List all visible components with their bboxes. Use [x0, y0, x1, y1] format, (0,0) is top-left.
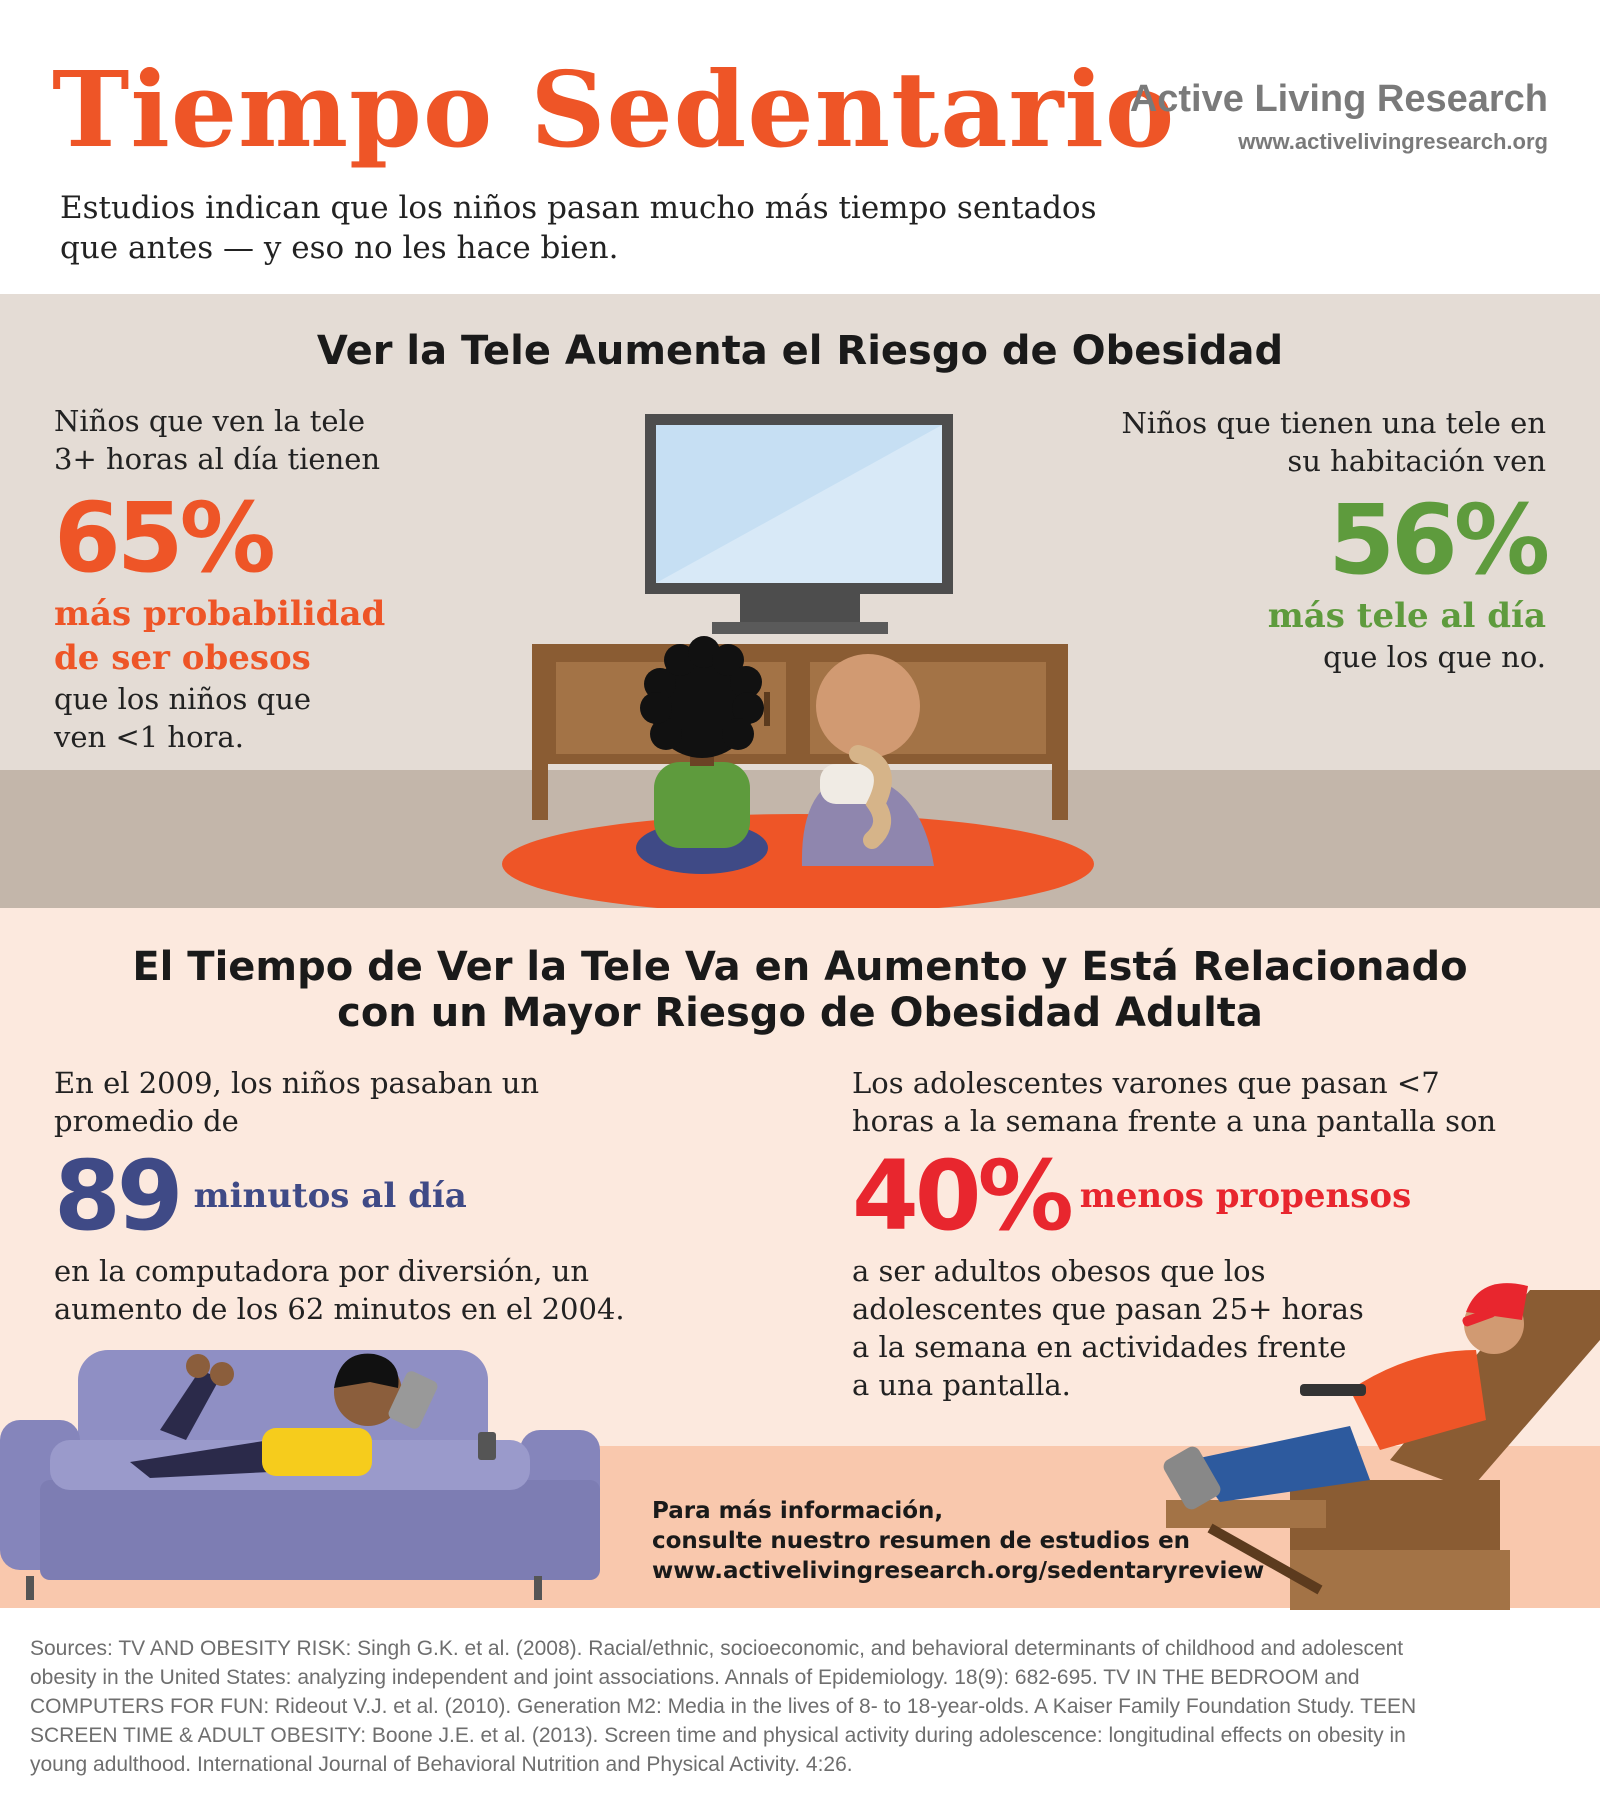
stat-text: su habitación ven: [1287, 444, 1546, 478]
stat-text: a la semana en actividades frente: [852, 1330, 1347, 1364]
stat-subhead: más tele al día: [1267, 596, 1546, 636]
tv-icon: [645, 414, 953, 634]
stat-computer-minutes: [54, 1064, 734, 1328]
brand-name: Active Living Research: [1129, 78, 1548, 120]
stat-text: en la computadora por diversión, un: [54, 1254, 590, 1288]
stat-text: adolescentes que pasan 25+ horas: [852, 1292, 1364, 1326]
stat-text: a ser adultos obesos que los: [852, 1254, 1266, 1288]
stat-number-89: 89: [54, 1140, 180, 1252]
rug: [502, 814, 1094, 908]
stat-number-40: 40%: [852, 1140, 1070, 1252]
tv-section-heading: Ver la Tele Aumenta el Riesgo de Obesidad: [316, 328, 1284, 374]
stat-text: Los adolescentes varones que pasan <7: [852, 1066, 1440, 1100]
stat-text: a una pantalla.: [852, 1368, 1071, 1402]
more-info-link[interactable]: www.activelivingresearch.org/sedentaryreview: [652, 1558, 1265, 1584]
sources-line: obesity in the United States: analyzing independent and joint associations. Annals of Epidemiology. 18(9): 682-695. TV IN THE BEDROOM and: [30, 1666, 1360, 1689]
more-info-line: consulte nuestro resumen de estudios en: [652, 1528, 1191, 1554]
stat-number-row: [852, 1140, 1552, 1252]
stat-text: Niños que ven la tele: [54, 404, 365, 438]
intro-line: que antes — y eso no les hace bien.: [60, 230, 619, 266]
stat-subhead: de ser obesos: [54, 638, 311, 678]
stat-text: 3+ horas al día tienen: [54, 442, 381, 476]
stat-number-56: 56%: [1328, 484, 1546, 596]
heading-line: con un Mayor Riesgo de Obesidad Adulta: [337, 990, 1263, 1036]
stat-tv-hours: [54, 402, 474, 756]
screen-time-heading: [0, 944, 1600, 1036]
more-info-line: Para más información,: [652, 1498, 944, 1524]
brand-url[interactable]: www.activelivingresearch.org: [1238, 129, 1548, 154]
more-info: [652, 1496, 1264, 1586]
sources-line: Sources: TV AND OBESITY RISK: Singh G.K. et al. (2008). Racial/ethnic, socioeconomic, and behavioral determinants of childhood and adolescent: [30, 1637, 1404, 1660]
stat-text: En el 2009, los niños pasaban un: [54, 1066, 540, 1100]
couch-illustration: [0, 1330, 620, 1610]
intro-text: [60, 188, 1240, 268]
stat-subhead: más probabilidad: [54, 594, 386, 634]
intro-line: Estudios indican que los niños pasan mucho más tiempo sentados: [60, 190, 1097, 226]
tv-cabinet: [532, 644, 1068, 820]
stat-text: aumento de los 62 minutos en el 2004.: [54, 1292, 625, 1326]
stat-teen-screen-time: [852, 1064, 1552, 1404]
stat-tv-bedroom: [1046, 404, 1546, 676]
stat-text: horas a la semana frente a una pantalla son: [852, 1104, 1497, 1138]
stat-text: que los niños que: [54, 682, 312, 716]
stat-number-row: [54, 1140, 734, 1252]
stat-text: Niños que tienen una tele en: [1121, 406, 1546, 440]
sources: [30, 1634, 1570, 1779]
stat-number-65: 65%: [54, 482, 272, 594]
sources-line: young adulthood. International Journal of Behavioral Nutrition and Physical Activity. 4:26.: [30, 1753, 853, 1776]
stat-text: ven <1 hora.: [54, 720, 244, 754]
stat-subhead: minutos al día: [193, 1176, 467, 1216]
page-title: Tiempo Sedentario: [52, 48, 1176, 171]
sources-line: SCREEN TIME & ADULT OBESITY: Boone J.E. et al. (2013). Screen time and physical activity during adolescence: longitudinal effects on obesity in: [30, 1724, 1406, 1747]
stat-text: promedio de: [54, 1104, 239, 1138]
heading-line: El Tiempo de Ver la Tele Va en Aumento y Está Relacionado: [132, 944, 1468, 990]
sources-line: COMPUTERS FOR FUN: Rideout V.J. et al. (2010). Generation M2: Media in the lives of 8- to 18-year-olds. A Kaiser Family Foundation Study. TEEN: [30, 1695, 1417, 1718]
brand: [1130, 78, 1548, 155]
stat-subhead: menos propensos: [1079, 1176, 1412, 1216]
stat-text: que los que no.: [1323, 640, 1546, 674]
